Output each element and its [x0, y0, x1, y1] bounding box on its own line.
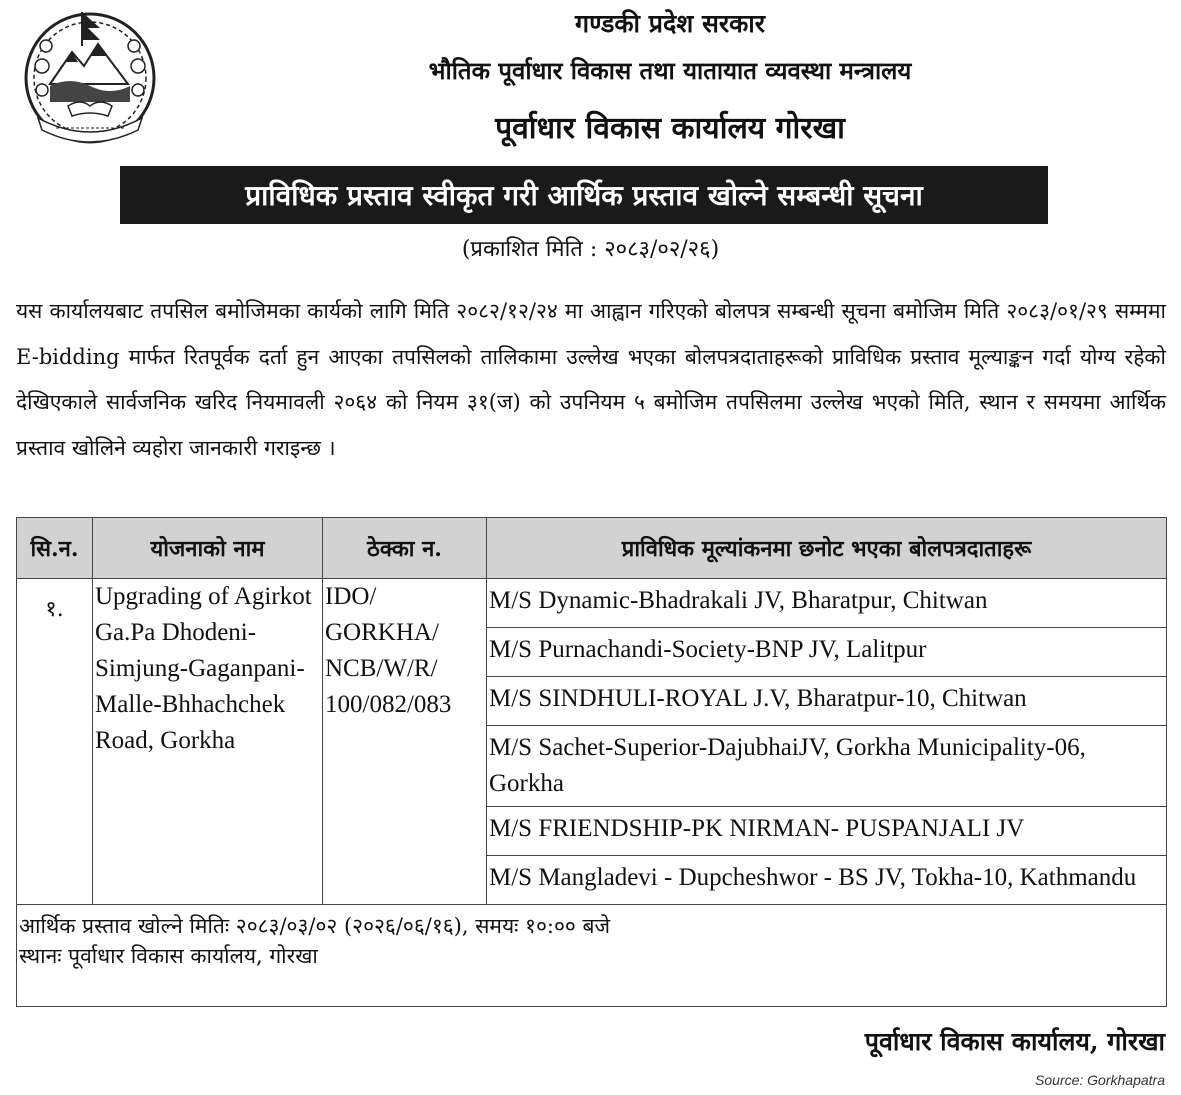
bidder-4: M/S Sachet-Superior-DajubhaiJV, Gorkha Municipality-06, Gorkha: [487, 726, 1167, 807]
province-government-title: गण्डकी प्रदेश सरकार: [575, 9, 765, 38]
nepal-government-emblem-icon: [20, 6, 160, 148]
table-header-row: [17, 518, 1167, 579]
notice-body: यस कार्यालयबाट तपसिल बमोजिमका कार्यको लागि मिति २०८२/१२/२४ मा आह्वान गरिएको बोलपत्र सम्बन्धी सूचना बमोजिम मिति २०८३/०१/२९ सम्ममा E-bidding मार्फत रितपूर्वक दर्ता हुन आएका तपसिलको तालिकामा उल्लेख भएका बोलपत्रदाताहरूको प्राविधिक प्रस्ताव मूल्याङ्कन गर्दा योग्य रहेको देखिएकाले सार्वजनिक खरिद नियमावली २०६४ को नियम ३१(ज) को उपनियम ५ बमोजिम तपसिलमा उल्लेख भएको मिति, स्थान र समयमा आर्थिक प्रस्ताव खोलिने व्यहोरा जानकारी गराइन्छ ।: [16, 299, 1166, 460]
table-footer: [17, 905, 1167, 1007]
table-footer-row: [17, 905, 1167, 1007]
row-project: Upgrading of Agirkot Ga.Pa Dhodeni- Simjung-Gaganpani-Malle-Bhhachchek Road, Gorkha: [93, 579, 323, 905]
notice-title-banner: [120, 166, 1048, 224]
tender-table: [16, 517, 1167, 1007]
header-contract-no: ठेक्का न.: [323, 518, 487, 579]
bidder-2: M/S Purnachandi-Society-BNP JV, Lalitpur: [487, 628, 1167, 677]
table-row: [17, 579, 1167, 628]
row-sn: १.: [17, 579, 93, 905]
header-bidders: प्राविधिक मूल्यांकनमा छनोट भएका बोलपत्रदाताहरू: [487, 518, 1167, 579]
bidder-6: M/S Mangladevi - Dupcheshwor - BS JV, Tokha-10, Kathmandu: [487, 856, 1167, 905]
source-credit: Source: Gorkhapatra: [1035, 1072, 1165, 1088]
published-date: (प्रकाशित मिति : २०८३/०२/२६): [461, 237, 720, 262]
office-title: पूर्वाधार विकास कार्यालय गोरखा: [495, 111, 845, 146]
header-sn: सि.न.: [17, 518, 93, 579]
row-contract-no: IDO/ GORKHA/ NCB/W/R/ 100/082/083: [323, 579, 487, 905]
opening-venue: स्थानः पूर्वाधार विकास कार्यालय, गोरखा: [19, 944, 318, 968]
notice-title: प्राविधिक प्रस्ताव स्वीकृत गरी आर्थिक प्रस्ताव खोल्ने सम्बन्धी सूचना: [245, 179, 923, 212]
opening-date-time: आर्थिक प्रस्ताव खोल्ने मितिः २०८३/०३/०२ (२०२६/०६/१६), समयः १०:०० बजे: [19, 914, 611, 938]
government-emblem: [20, 6, 160, 148]
bidder-5: M/S FRIENDSHIP-PK NIRMAN- PUSPANJALI JV: [487, 807, 1167, 856]
office-signoff: पूर्वाधार विकास कार्यालय, गोरखा: [864, 1027, 1165, 1056]
ministry-title: भौतिक पूर्वाधार विकास तथा यातायात व्यवस्था मन्त्रालय: [428, 56, 912, 85]
header-project: योजनाको नाम: [93, 518, 323, 579]
bidder-1: M/S Dynamic-Bhadrakali JV, Bharatpur, Chitwan: [487, 579, 1167, 628]
bidder-3: M/S SINDHULI-ROYAL J.V, Bharatpur-10, Chitwan: [487, 677, 1167, 726]
